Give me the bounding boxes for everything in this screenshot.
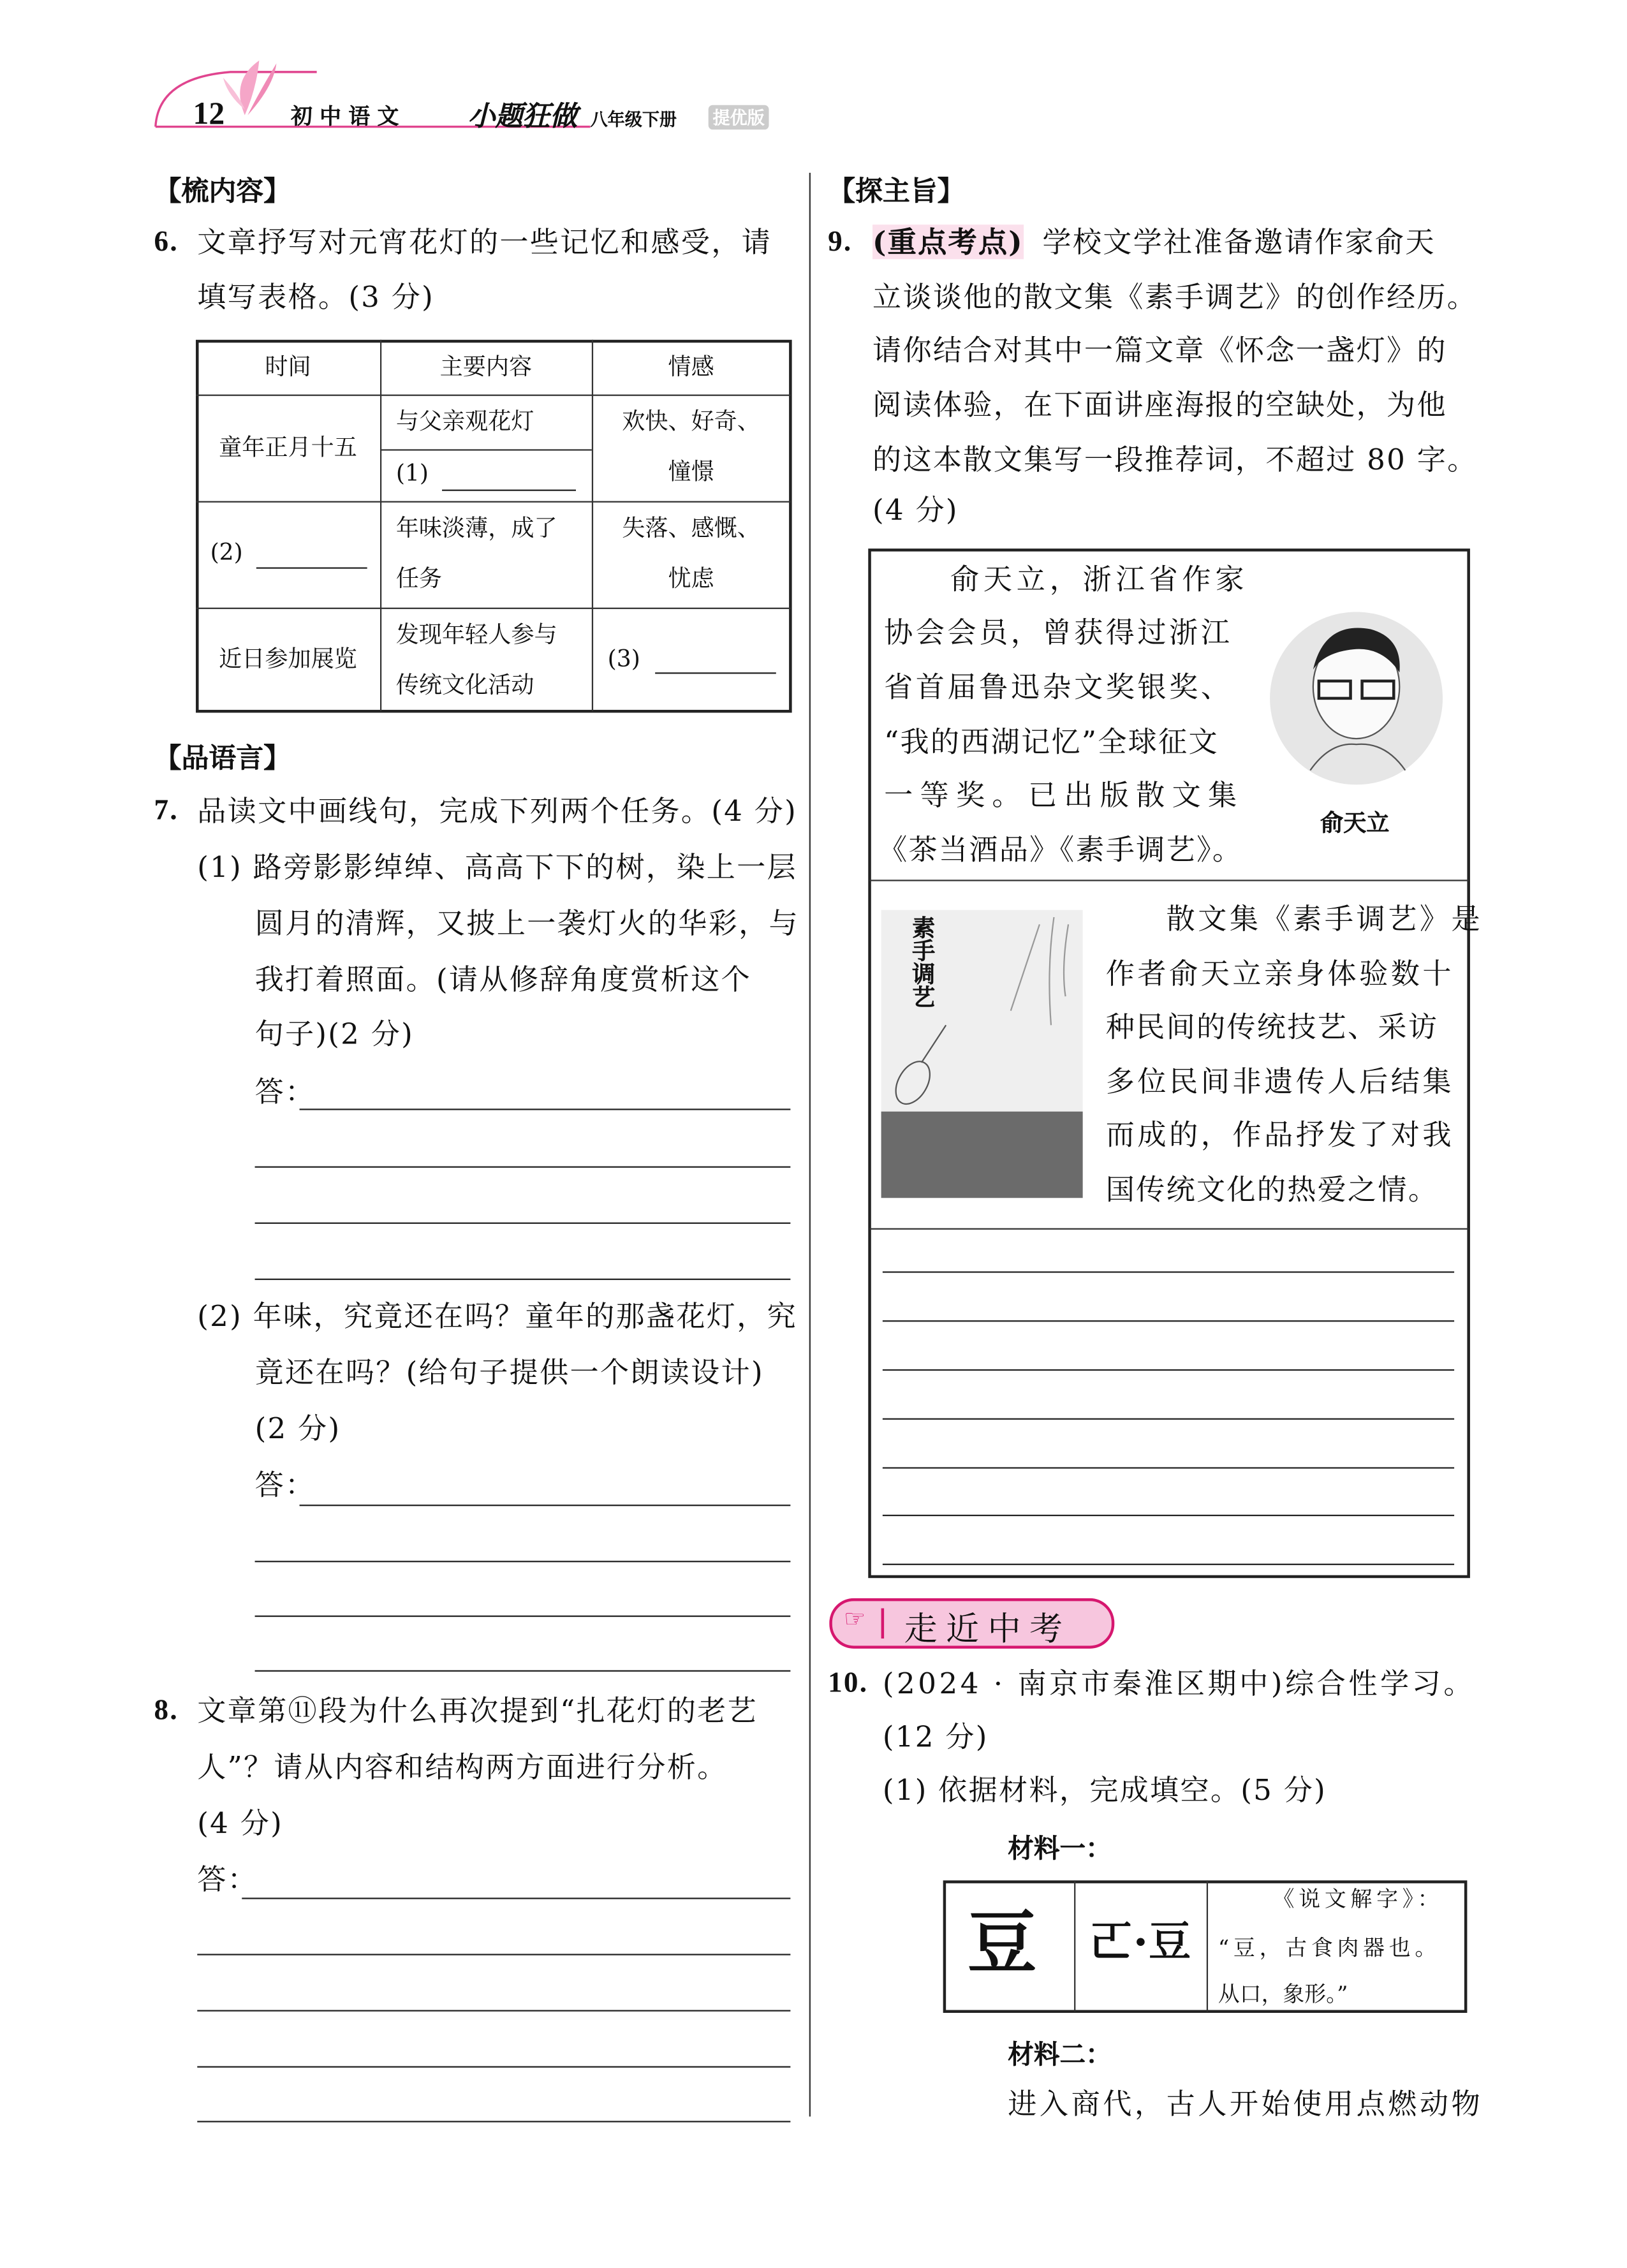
sub-question: (1) 路旁影影绰绰、高高下下的树，染上一层 — [197, 849, 797, 885]
character-ancient: 𠀀·豆 — [1089, 1917, 1191, 1969]
sub-question: (2 分) — [254, 1411, 341, 1446]
question-text: 的这本散文集写一段推荐词，不超过 80 字。 — [872, 442, 1478, 477]
table-cell: 与父亲观花灯 — [395, 407, 534, 435]
question-number: 7. — [154, 795, 179, 827]
blank-1[interactable] — [442, 490, 576, 491]
table-cell: 童年正月十五 — [219, 433, 357, 461]
answer-line[interactable] — [197, 2010, 790, 2011]
intro-line: 作者俞天立亲身体验数十 — [1105, 955, 1455, 991]
sub-question: 我打着照面。(请从修辞角度赏析这个 — [254, 962, 751, 997]
section-heading: 【梳内容】 — [154, 175, 291, 208]
question-text: 品读文中画线句，完成下列两个任务。(4 分) — [197, 793, 797, 828]
sub-question: (1) 依据材料，完成填空。(5 分) — [882, 1772, 1327, 1808]
material-label: 材料二： — [1008, 2040, 1112, 2071]
grade-label: 八年级下册 — [590, 109, 677, 130]
table-cell: 任务 — [395, 564, 443, 592]
column-divider — [809, 173, 811, 2117]
table-cell: 欢快、好奇、 — [622, 407, 760, 435]
question-text: (4 分) — [872, 492, 959, 527]
answer-line[interactable] — [255, 1670, 791, 1672]
table-cell: 发现年轻人参与 — [395, 620, 557, 648]
shuowen-text: 《说文解字》： — [1272, 1886, 1444, 1912]
question-number: 9. — [828, 226, 853, 258]
shuowen-text: “豆，古食肉器也。 — [1218, 1935, 1441, 1961]
pointing-hand-icon: ☞ — [843, 1605, 866, 1635]
blank-label: (1) — [395, 459, 429, 487]
edition-badge: 提优版 — [709, 105, 769, 129]
bio-line: 省首届鲁迅杂文奖银奖、 — [884, 669, 1233, 704]
intro-line: 多位民间非遗传人后结集 — [1105, 1064, 1455, 1099]
table-cell: 传统文化活动 — [395, 670, 534, 698]
question-text: 阅读体验，在下面讲座海报的空缺处，为他 — [872, 387, 1447, 422]
intro-line: 国传统文化的热爱之情。 — [1105, 1172, 1439, 1207]
intro-line: 而成的，作品抒发了对我 — [1105, 1117, 1455, 1152]
question-text: 立谈谈他的散文集《素手调艺》的创作经历。 — [872, 279, 1478, 314]
sub-question: 圆月的清辉，又披上一袭灯火的华彩，与 — [254, 905, 799, 941]
table-header: 时间 — [265, 353, 311, 380]
table-cell: 憧憬 — [668, 457, 714, 485]
table-header: 主要内容 — [439, 353, 533, 380]
book-title: 素手调艺 — [908, 915, 936, 1008]
book-cover — [881, 910, 1083, 1198]
question-number: 8. — [154, 1695, 179, 1727]
bio-line: 协会会员，曾获得过浙江 — [884, 614, 1233, 650]
answer-label: 答： — [254, 1467, 316, 1502]
key-point-tag: (重点考点) — [872, 225, 1024, 260]
subject-label: 初中语文 — [291, 103, 406, 130]
question-number: 10. — [828, 1667, 869, 1699]
answer-line[interactable] — [255, 1279, 791, 1280]
answer-label: 答： — [254, 1074, 316, 1109]
question-text: 文章抒写对元宵花灯的一些记忆和感受，请 — [197, 225, 772, 260]
bio-line: 一等奖。已出版散文集 — [884, 777, 1244, 813]
answer-line[interactable] — [197, 2121, 790, 2122]
blank-label: (2) — [210, 538, 243, 566]
question-text: 文章第⑪段为什么再次提到“扎花灯的老艺 — [197, 1693, 758, 1728]
photo-caption: 俞天立 — [1320, 809, 1390, 837]
blank-2[interactable] — [256, 567, 367, 568]
bio-line: “我的西湖记忆”全球征文 — [884, 724, 1219, 759]
sub-question: 句子)(2 分) — [254, 1016, 415, 1051]
material-label: 材料一： — [1008, 1834, 1112, 1865]
question-number: 6. — [154, 226, 179, 258]
author-photo — [1267, 612, 1446, 784]
question-text: (2024 · 南京市秦淮区期中)综合性学习。 — [882, 1665, 1475, 1701]
shuowen-text: 从口，象形。” — [1218, 1981, 1348, 2007]
section-heading: 【探主旨】 — [828, 175, 965, 208]
table-cell: 年味淡薄，成了 — [395, 513, 557, 541]
bio-line: 《茶当酒品》《素手调艺》。 — [878, 832, 1243, 867]
answer-line[interactable] — [883, 1271, 1454, 1272]
answer-line[interactable] — [883, 1467, 1454, 1468]
section-banner — [829, 1598, 1114, 1649]
answer-line[interactable] — [255, 1223, 791, 1224]
question-text: 学校文学社准备邀请作家俞天 — [1042, 225, 1436, 260]
question-text: 人”？请从内容和结构两方面进行分析。 — [197, 1749, 728, 1785]
material-text: 进入商代，古人开始使用点燃动物 — [1008, 2086, 1483, 2121]
intro-line: 种民间的传统技艺、采访 — [1105, 1009, 1439, 1044]
answer-line[interactable] — [300, 1505, 791, 1506]
series-logo: 小题狂做 — [467, 101, 578, 133]
table-cell: 忧虑 — [668, 564, 714, 592]
answer-line[interactable] — [242, 1897, 790, 1899]
table-cell: 近日参加展览 — [219, 645, 357, 673]
intro-line: 散文集《素手调艺》是 — [1166, 901, 1483, 936]
sub-question: (2) 年味，究竟还在吗？童年的那盏花灯，究 — [197, 1299, 797, 1334]
answer-line[interactable] — [255, 1561, 791, 1562]
question-text: 填写表格。(3 分) — [197, 279, 435, 314]
answer-line[interactable] — [883, 1418, 1454, 1420]
answer-line[interactable] — [255, 1167, 791, 1168]
answer-line[interactable] — [883, 1320, 1454, 1322]
answer-line[interactable] — [197, 1954, 790, 1955]
blank-3[interactable] — [655, 672, 776, 674]
answer-line[interactable] — [883, 1515, 1454, 1516]
page-number: 12 — [193, 94, 225, 131]
table-header: 情感 — [668, 353, 714, 380]
answer-line[interactable] — [883, 1564, 1454, 1565]
answer-line[interactable] — [300, 1108, 791, 1110]
answer-line[interactable] — [197, 2066, 790, 2068]
answer-line[interactable] — [883, 1369, 1454, 1371]
table-cell: 失落、感慨、 — [622, 513, 760, 541]
section-heading: 【品语言】 — [154, 742, 291, 775]
sub-question: 竟还在吗？(给句子提供一个朗读设计) — [254, 1355, 764, 1390]
answer-line[interactable] — [255, 1616, 791, 1617]
question-text: (12 分) — [882, 1719, 989, 1754]
blank-label: (3) — [607, 645, 640, 673]
character-regular: 豆 — [968, 1903, 1037, 1984]
question-text: 请你结合对其中一篇文章《怀念一盏灯》的 — [872, 332, 1447, 367]
banner-label: 走近中考 — [904, 1611, 1071, 1649]
question-text: (4 分) — [197, 1805, 284, 1841]
answer-label: 答： — [197, 1861, 258, 1897]
bio-line: 俞天立，浙江省作家 — [950, 561, 1249, 596]
